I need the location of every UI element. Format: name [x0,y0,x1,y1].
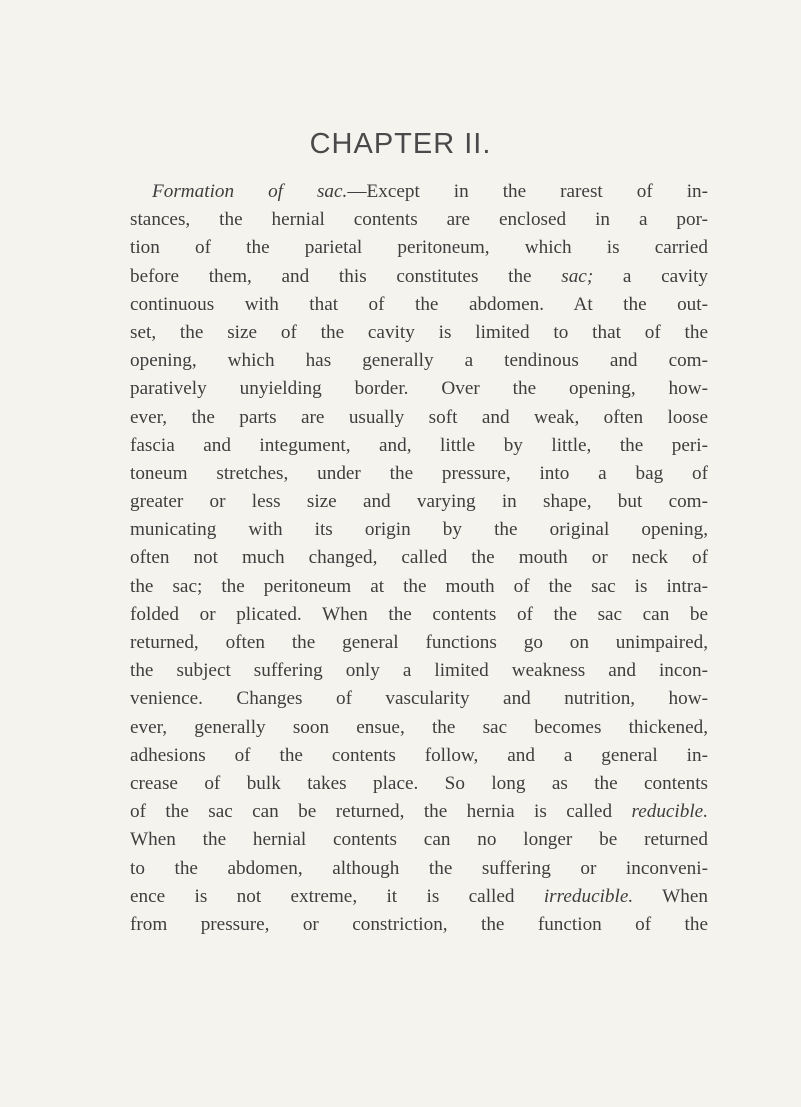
text-line [130,291,708,319]
text-segment: When the hernial contents can no longer be returned [130,829,708,851]
text-segment: continuous with that of the abdomen. At the out- [130,293,708,315]
body-paragraph [130,178,708,939]
text-line [130,573,708,601]
italic-term: sac; [561,265,594,287]
text-segment: ever, the parts are usually soft and weak, often loose [130,406,708,428]
text-line [130,911,708,939]
text-line [130,826,708,854]
text-segment: the subject suffering only a limited weakness and incon- [130,660,708,682]
text-line [130,601,708,629]
text-segment: the sac; the peritoneum at the mouth of the sac is intra- [130,575,708,597]
text-line [130,629,708,657]
text-segment: opening, which has generally a tendinous and com- [130,350,708,372]
text-line [130,742,708,770]
text-line [130,488,708,516]
text-segment: set, the size of the cavity is limited to that of the [130,321,708,343]
text-line [130,798,708,826]
text-segment: municating with its origin by the original opening, [130,519,708,541]
text-line [130,544,708,572]
text-line [130,516,708,544]
text-line [130,347,708,375]
italic-term: Formation of sac. [152,181,348,202]
italic-term: reducible. [631,801,708,823]
text-line [130,319,708,347]
text-line [130,770,708,798]
text-line [130,206,708,234]
text-segment: of the sac can be returned, the hernia is called [130,801,632,823]
text-line [130,685,708,713]
text-line [130,178,708,206]
text-line [130,883,708,911]
text-line [130,375,708,403]
text-segment: a cavity [593,265,708,287]
text-segment: before them, and this constitutes the [130,265,562,287]
text-line [130,855,708,883]
text-segment: ever, generally soon ensue, the sac becomes thickened, [130,716,708,738]
text-line [130,714,708,742]
text-segment: ence is not extreme, it is called [130,885,544,907]
text-segment: greater or less size and varying in shape, but com- [130,491,708,513]
text-segment: toneum stretches, under the pressure, into a bag of [130,462,708,484]
text-line [130,234,708,262]
text-segment: When [633,885,708,907]
text-segment: stances, the hernial contents are enclosed in a por- [130,209,708,231]
italic-term: irreducible. [543,885,634,907]
text-line [130,460,708,488]
text-line [130,404,708,432]
text-segment: paratively unyielding border. Over the opening, how- [130,378,708,400]
text-segment: returned, often the general functions go on unimpaired, [130,632,708,653]
text-segment: adhesions of the contents follow, and a general in- [130,744,708,766]
text-segment: from pressure, or constriction, the function of the [130,913,708,935]
text-segment: tion of the parietal peritoneum, which is carried [130,237,708,259]
text-segment: folded or plicated. When the contents of the sac can be [130,603,708,625]
text-segment: —Except in the rarest of in- [347,181,708,202]
text-line [130,263,708,291]
text-segment: fascia and integument, and, little by little, the peri- [130,434,708,456]
text-segment: often not much changed, called the mouth or neck of [130,547,708,569]
text-segment: crease of bulk takes place. So long as the contents [130,772,708,794]
text-segment: to the abdomen, although the suffering or inconveni- [130,857,708,879]
chapter-title: CHAPTER II. [309,128,492,160]
text-line [130,432,708,460]
text-line [130,657,708,685]
text-segment: venience. Changes of vascularity and nutrition, how- [130,688,708,710]
